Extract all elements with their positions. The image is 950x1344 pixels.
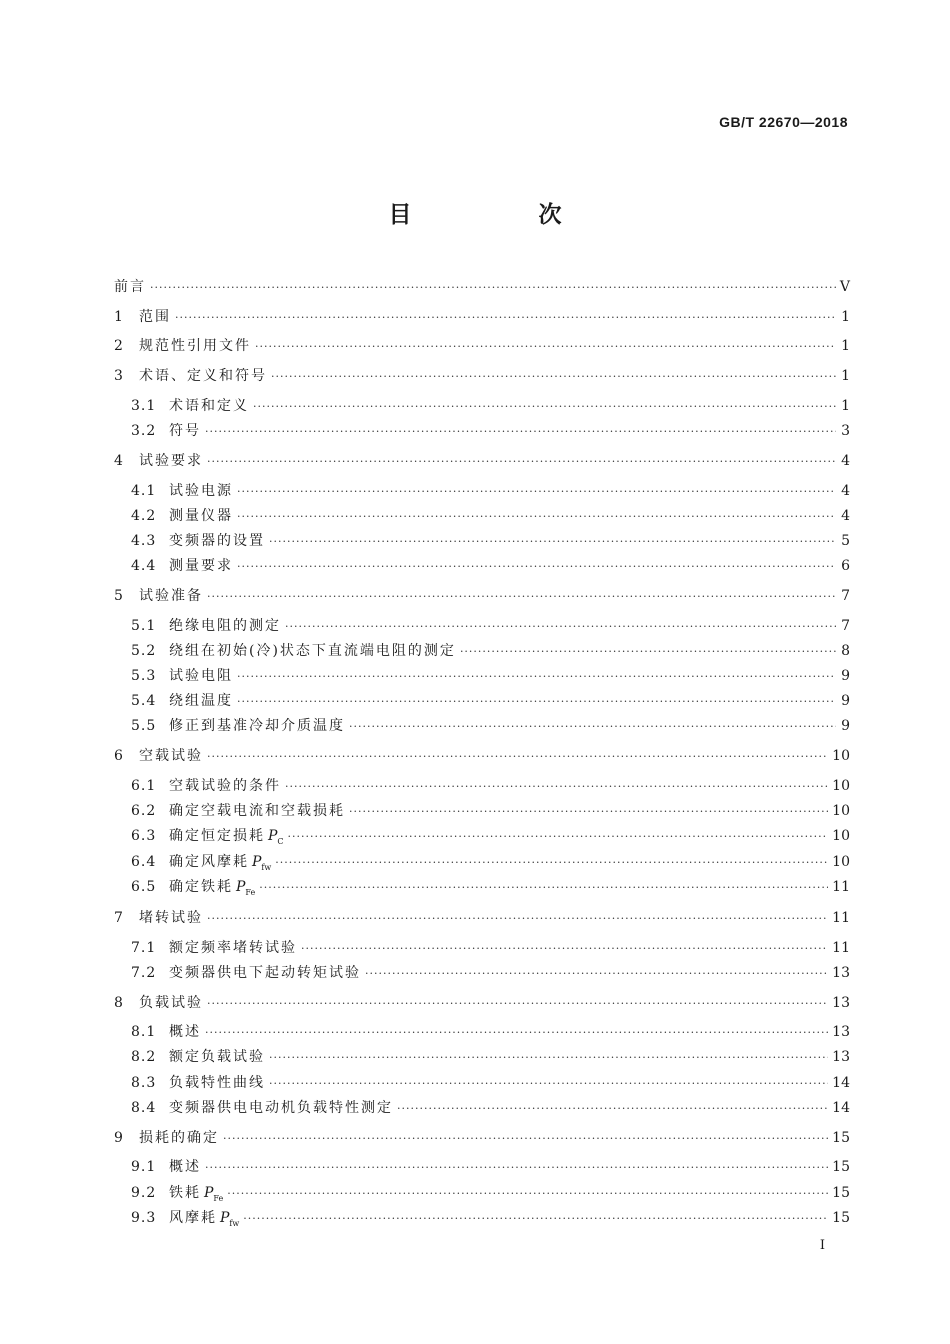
toc-entry[interactable]: [131, 876, 850, 898]
toc-entry-label: [169, 420, 201, 442]
toc-entry-title: 变频器的设置: [169, 533, 265, 549]
symbol-subscript: Fe: [213, 1193, 224, 1203]
symbol-letter: P: [252, 854, 262, 870]
toc-entry-number: 3.2: [131, 423, 157, 439]
toc-entry-page: 4: [841, 483, 850, 499]
dot-leader: [269, 1073, 828, 1095]
toc-entry-page: 10: [832, 803, 850, 819]
toc-entry[interactable]: [131, 800, 850, 822]
toc-entry-symbol: [268, 828, 284, 844]
toc-entry-page: Ⅴ: [839, 279, 850, 295]
toc-entry-number: 8.3: [131, 1075, 157, 1091]
toc-entry-number: 2: [114, 338, 123, 354]
toc-entry-title: 负载试验: [139, 995, 203, 1011]
symbol-subscript: fw: [229, 1218, 240, 1228]
dot-leader: [349, 801, 828, 823]
toc-entry-page: 1: [841, 309, 850, 325]
toc-entry-number: 1: [114, 309, 123, 325]
toc-entry-label: [169, 851, 271, 879]
toc-entry[interactable]: [114, 907, 850, 929]
toc-entry-page: 10: [832, 854, 850, 870]
dot-leader: [223, 1128, 828, 1150]
toc-entry-number: 3: [114, 368, 123, 384]
dot-leader: [349, 716, 836, 738]
toc-entry[interactable]: [114, 306, 850, 328]
toc-entry-number: 5.3: [131, 668, 157, 684]
dot-leader: [269, 1047, 828, 1069]
toc-entry[interactable]: [131, 640, 850, 662]
toc-entry-title: 铁耗: [169, 1185, 201, 1201]
toc-entry[interactable]: [114, 450, 850, 472]
toc-entry[interactable]: [131, 825, 850, 847]
toc-entry-page: 9: [841, 718, 850, 734]
toc-entry-label: [169, 555, 233, 577]
toc-entry-title: 绝缘电阻的测定: [169, 618, 281, 634]
toc-entry[interactable]: [131, 505, 850, 527]
toc-entry-page: 15: [832, 1130, 850, 1146]
dot-leader: [285, 776, 828, 798]
toc-entry-page: 11: [832, 879, 850, 895]
dot-leader: [150, 277, 836, 299]
toc-entry-symbol: [220, 1210, 239, 1226]
toc-entry-number: 8.2: [131, 1049, 157, 1065]
toc-entry-number: 8: [114, 995, 123, 1011]
toc-entry-number: 9.1: [131, 1159, 157, 1175]
toc-entry-page: 8: [841, 643, 850, 659]
toc-entry-number: 9: [114, 1130, 123, 1146]
toc-entry-number: 6.3: [131, 828, 157, 844]
toc-entry-label: [169, 690, 233, 712]
footer-page-number: Ⅰ: [819, 1238, 825, 1253]
toc-entry[interactable]: [131, 665, 850, 687]
toc-entry-label: [139, 745, 203, 767]
dot-leader: [237, 481, 836, 503]
dot-leader: [205, 421, 836, 443]
toc-entry[interactable]: [131, 1156, 850, 1178]
symbol-letter: P: [236, 879, 246, 895]
dot-leader: [365, 963, 828, 985]
toc-entry-title: 空载试验: [139, 748, 203, 764]
toc-entry[interactable]: [131, 690, 850, 712]
dot-leader: [175, 307, 836, 329]
toc-entry-title: 修正到基准冷却介质温度: [169, 718, 345, 734]
toc-entry-number: 7.2: [131, 965, 157, 981]
toc-entry-number: 9.3: [131, 1210, 157, 1226]
dot-leader: [288, 826, 829, 848]
toc-entry-number: 4.3: [131, 533, 157, 549]
toc-entry-title: 负载特性曲线: [169, 1075, 265, 1091]
toc-entry-title: 确定恒定损耗: [169, 828, 265, 844]
toc-entry-label: [169, 480, 233, 502]
toc-entry-page: 1: [841, 368, 850, 384]
dot-leader: [259, 877, 828, 899]
toc-entry[interactable]: [131, 715, 850, 737]
dot-leader: [269, 531, 836, 553]
toc-entry-label: [169, 505, 233, 527]
toc-entry-label: [139, 585, 203, 607]
toc-entry[interactable]: [114, 335, 850, 357]
toc-entry[interactable]: [131, 962, 850, 984]
toc-entry-number: 6: [114, 748, 123, 764]
toc-entry-number: 8.4: [131, 1100, 157, 1116]
toc-entry-title: 确定风摩耗: [169, 854, 249, 870]
toc-entry-page: 13: [832, 1024, 850, 1040]
toc-entry[interactable]: [131, 1182, 850, 1204]
toc-entry-title: 变频器供电下起动转矩试验: [169, 965, 361, 981]
toc-entry[interactable]: [114, 585, 850, 607]
toc-entry-label: [169, 937, 297, 959]
toc-entry-title: 确定空载电流和空载损耗: [169, 803, 345, 819]
toc-entry-label: [169, 1207, 239, 1235]
toc-entry-title: 绕组温度: [169, 693, 233, 709]
page-title: 目 次: [388, 201, 614, 228]
toc-entry-number: 7: [114, 910, 123, 926]
symbol-letter: P: [268, 828, 278, 844]
toc-entry-number: 6.1: [131, 778, 157, 794]
toc-entry-number: 4.2: [131, 508, 157, 524]
toc-entry-page: 9: [841, 668, 850, 684]
toc-entry-label: [169, 775, 281, 797]
toc-entry-label: [139, 306, 171, 328]
toc-entry-number: 6.5: [131, 879, 157, 895]
toc-entry-number: 5.1: [131, 618, 157, 634]
toc-entry-page: 15: [832, 1210, 850, 1226]
toc-entry-label: [169, 640, 456, 662]
toc-entry-label: [169, 1046, 265, 1068]
toc-entry[interactable]: [131, 530, 850, 552]
toc-entry-label: [169, 1072, 265, 1094]
toc-entry-symbol: [204, 1185, 223, 1201]
dot-leader: [207, 586, 836, 608]
toc-entry-page: 4: [841, 508, 850, 524]
toc-entry-title: 空载试验的条件: [169, 778, 281, 794]
toc-entry-title: 测量要求: [169, 558, 233, 574]
toc-entry-number: 5: [114, 588, 123, 604]
toc-entry-page: 9: [841, 693, 850, 709]
toc-entry-label: [169, 825, 284, 853]
dot-leader: [207, 908, 828, 930]
toc-entry-title: 测量仪器: [169, 508, 233, 524]
dot-leader: [460, 641, 836, 663]
dot-leader: [243, 1208, 828, 1230]
toc-entry-number: 5.2: [131, 643, 157, 659]
toc-entry-title: 试验电源: [169, 483, 233, 499]
dot-leader: [253, 396, 836, 418]
toc-entry-number: 4: [114, 453, 123, 469]
toc-entry-title: 范围: [139, 309, 171, 325]
toc-entry[interactable]: [131, 1021, 850, 1043]
dot-leader: [237, 691, 836, 713]
toc-entry-label: [169, 665, 233, 687]
toc-entry[interactable]: [131, 1046, 850, 1068]
symbol-subscript: Fe: [245, 887, 256, 897]
toc-entry-title: 试验准备: [139, 588, 203, 604]
toc-entry-symbol: [252, 854, 271, 870]
toc-entry[interactable]: [131, 420, 850, 442]
dot-leader: [205, 1022, 828, 1044]
toc-entry-page: 14: [832, 1075, 850, 1091]
toc-entry-number: 6.2: [131, 803, 157, 819]
toc-entry-label: [169, 615, 281, 637]
toc-entry-label: [169, 962, 361, 984]
toc-entry-label: [139, 365, 267, 387]
toc-entry-page: 7: [841, 618, 850, 634]
toc-entry-page: 1: [841, 398, 850, 414]
toc-entry-label: [139, 907, 203, 929]
toc-entry-title: 风摩耗: [169, 1210, 217, 1226]
toc-entry-number: 4.1: [131, 483, 157, 499]
toc-entry-label: [114, 276, 146, 298]
dot-leader: [285, 616, 836, 638]
toc-entry-number: 5.4: [131, 693, 157, 709]
toc-entry-label: [169, 715, 345, 737]
toc-entry-label: [169, 1182, 223, 1210]
toc-entry-number: 4.4: [131, 558, 157, 574]
toc-entry-title: 规范性引用文件: [139, 338, 251, 354]
dot-leader: [207, 746, 828, 768]
toc-entry-title: 堵转试验: [139, 910, 203, 926]
toc-entry-title: 额定频率堵转试验: [169, 940, 297, 956]
toc-entry-title: 试验要求: [139, 453, 203, 469]
toc-entry-page: 13: [832, 965, 850, 981]
toc-entry[interactable]: [114, 1127, 850, 1149]
toc-entry[interactable]: [131, 480, 850, 502]
toc-entry-page: 13: [832, 1049, 850, 1065]
dot-leader: [237, 506, 836, 528]
dot-leader: [207, 993, 828, 1015]
dot-leader: [207, 451, 836, 473]
toc-entry-number: 6.4: [131, 854, 157, 870]
dot-leader: [397, 1098, 828, 1120]
dot-leader: [227, 1183, 828, 1205]
toc-entry-number: 8.1: [131, 1024, 157, 1040]
toc-entry[interactable]: [114, 365, 850, 387]
toc-entry-page: 7: [841, 588, 850, 604]
toc-entry-title: 绕组在初始(冷)状态下直流端电阻的测定: [169, 643, 456, 659]
toc-entry-label: [169, 395, 249, 417]
toc-entry[interactable]: [131, 615, 850, 637]
symbol-letter: P: [220, 1210, 230, 1226]
toc-entry-title: 术语、定义和符号: [139, 368, 267, 384]
toc-entry[interactable]: [114, 745, 850, 767]
toc-entry-page: 10: [832, 778, 850, 794]
dot-leader: [271, 366, 836, 388]
dot-leader: [237, 666, 836, 688]
toc-entry-label: [169, 1021, 201, 1043]
toc-entry[interactable]: [131, 775, 850, 797]
toc-entry-title: 试验电阻: [169, 668, 233, 684]
toc-entry-page: 11: [832, 940, 850, 956]
toc-entry-title: 损耗的确定: [139, 1130, 219, 1146]
toc-entry-page: 6: [841, 558, 850, 574]
toc-entry[interactable]: [131, 1207, 850, 1229]
toc-entry-number: 5.5: [131, 718, 157, 734]
toc-entry-page: 1: [841, 338, 850, 354]
symbol-subscript: fw: [261, 862, 272, 872]
toc-entry[interactable]: [131, 1072, 850, 1094]
toc-entry-page: 11: [832, 910, 850, 926]
toc-entry-title: 概述: [169, 1024, 201, 1040]
toc-entry-page: 5: [841, 533, 850, 549]
toc-entry-label: [139, 992, 203, 1014]
toc-entry[interactable]: [131, 555, 850, 577]
toc-entry-page: 15: [832, 1159, 850, 1175]
toc-entry-title: 术语和定义: [169, 398, 249, 414]
toc-entry-label: [169, 876, 255, 904]
toc-entry-page: 14: [832, 1100, 850, 1116]
dot-leader: [301, 938, 828, 960]
toc-entry-page: 13: [832, 995, 850, 1011]
toc-entry[interactable]: [114, 992, 850, 1014]
symbol-subscript: C: [277, 836, 284, 846]
toc-entry-title: 前言: [114, 279, 146, 295]
toc-entry-page: 15: [832, 1185, 850, 1201]
toc-entry[interactable]: [131, 1097, 850, 1119]
toc-entry-title: 符号: [169, 423, 201, 439]
dot-leader: [255, 336, 836, 358]
toc-entry-number: 7.1: [131, 940, 157, 956]
toc-entry-label: [169, 1156, 201, 1178]
toc-entry[interactable]: [131, 395, 850, 417]
toc-entry-number: 9.2: [131, 1185, 157, 1201]
toc-entry-label: [169, 1097, 393, 1119]
dot-leader: [237, 556, 836, 578]
standard-code: GB/T 22670—2018: [719, 114, 848, 130]
toc-entry-title: 确定铁耗: [169, 879, 233, 895]
toc-entry-page: 10: [832, 828, 850, 844]
toc-entry-number: 3.1: [131, 398, 157, 414]
dot-leader: [275, 852, 828, 874]
toc-entry[interactable]: [131, 937, 850, 959]
toc-entry[interactable]: [114, 276, 850, 298]
toc-entry-title: 变频器供电电动机负载特性测定: [169, 1100, 393, 1116]
toc-entry-title: 概述: [169, 1159, 201, 1175]
symbol-letter: P: [204, 1185, 214, 1201]
toc-entry[interactable]: [131, 851, 850, 873]
toc-entry-title: 额定负载试验: [169, 1049, 265, 1065]
toc-entry-label: [139, 1127, 219, 1149]
toc-entry-page: 4: [841, 453, 850, 469]
toc-entry-page: 10: [832, 748, 850, 764]
toc-entry-label: [139, 335, 251, 357]
toc-entry-label: [169, 530, 265, 552]
toc-entry-label: [169, 800, 345, 822]
toc-entry-label: [139, 450, 203, 472]
toc-entry-page: 3: [841, 423, 850, 439]
toc-entry-symbol: [236, 879, 255, 895]
dot-leader: [205, 1157, 828, 1179]
